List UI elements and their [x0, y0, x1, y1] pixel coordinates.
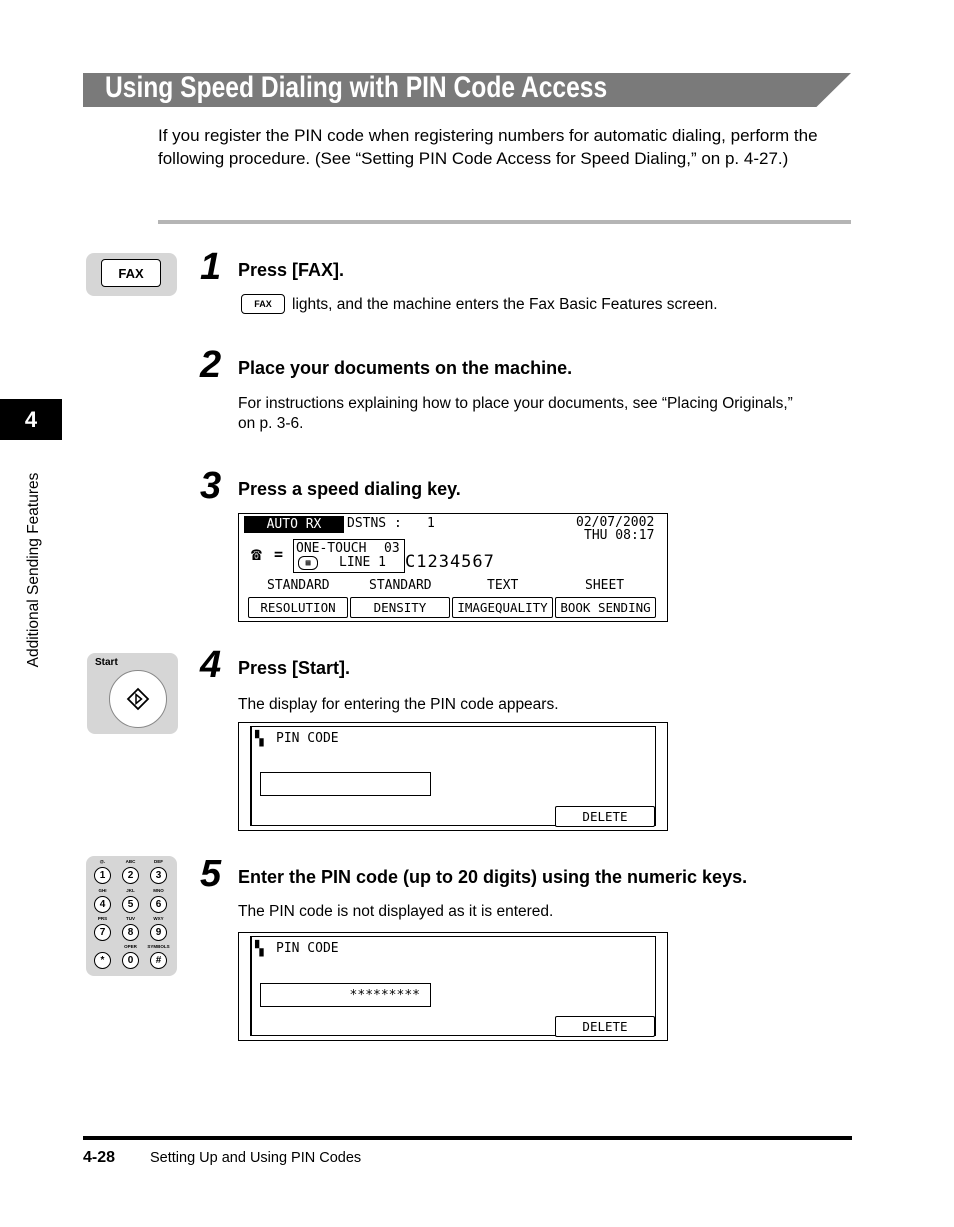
key-star: * [94, 952, 111, 969]
pin-code-input[interactable]: ********* [260, 983, 431, 1007]
one-touch-box [293, 539, 405, 573]
pin-code-label: PIN CODE [276, 941, 339, 956]
lcd-pin-code-screen-empty [238, 722, 668, 831]
delete-button[interactable]: DELETE [555, 1016, 655, 1037]
step-heading: Enter the PIN code (up to 20 digits) using the numeric keys. [238, 867, 748, 887]
step-heading: Press [FAX]. [238, 260, 345, 280]
numeric-keypad: @. ABC DEF 1 2 3 GHI JKL MNO 4 5 6 PRS TUV WXY 7 8 9 OPER SYMBOLS * 0 # [93, 858, 170, 974]
step-body: The display for entering the PIN code appears. [238, 696, 559, 713]
step-number: 2 [200, 344, 222, 386]
mode-indicator: AUTO RX [244, 516, 344, 533]
step-body: For instructions explaining how to place your documents, see “Placing Originals,” on p. 3-6. [238, 395, 793, 432]
start-icon [126, 687, 150, 711]
pin-icon: ▚ [255, 731, 264, 747]
step-number: 1 [200, 246, 222, 288]
step-heading: Place your documents on the machine. [238, 358, 573, 378]
step-number: 3 [200, 465, 222, 507]
key-8: 8 [122, 924, 139, 941]
lcd-date: 02/07/2002 [576, 515, 655, 530]
page-number: 4-28 [83, 1149, 116, 1166]
density-button[interactable]: DENSITY [350, 597, 450, 618]
key-7: 7 [94, 924, 111, 941]
page-title: Using Speed Dialing with PIN Code Access [105, 71, 608, 104]
destination-number: C1234567 [405, 552, 495, 572]
fax-key-inline: FAX [241, 294, 285, 314]
intro-text: If you register the PIN code when registering numbers for automatic dialing, perform the following procedure. (See “Setting PIN Code Access for Speed Dialing,” on p. 4-27.) [158, 126, 818, 168]
key-hash: # [150, 952, 167, 969]
key-5: 5 [122, 896, 139, 913]
step-body: The PIN code is not displayed as it is entered. [238, 903, 554, 920]
one-touch-label: ONE-TOUCH [296, 541, 367, 556]
section-divider [158, 220, 851, 224]
step-heading: Press [Start]. [238, 658, 351, 678]
pin-code-input[interactable] [260, 772, 431, 796]
lcd-fax-basic-screen: AUTO RX DSTNS : 1 02/07/2002 THU 08:17 ☎ = ONE-TOUCH 03 ▦ LINE 1 C1234567 STANDARD STANDARD TEXT SHEET RESOLUTION DENSITY IMAGEQUALITY BOOK SENDING [238, 513, 668, 622]
step-heading: Press a speed dialing key. [238, 479, 461, 499]
imagequality-button[interactable]: IMAGEQUALITY [452, 597, 553, 618]
dstns-label: DSTNS : [347, 516, 402, 531]
setting-book-sending: SHEET [585, 578, 625, 593]
step-number: 5 [200, 853, 222, 895]
line-label: LINE 1 [339, 555, 386, 570]
key-3: 3 [150, 867, 167, 884]
phone-icon: ☎ [251, 544, 262, 565]
footer-rule [83, 1136, 852, 1140]
key-6: 6 [150, 896, 167, 913]
one-touch-number: 03 [384, 541, 400, 556]
fax-key: FAX [101, 259, 161, 287]
resolution-button[interactable]: RESOLUTION [248, 597, 348, 618]
delete-button[interactable]: DELETE [555, 806, 655, 827]
chapter-tab: 4 [0, 399, 62, 440]
setting-imagequality: TEXT [487, 578, 519, 593]
footer-section: Setting Up and Using PIN Codes [150, 1150, 362, 1166]
setting-density: STANDARD [369, 578, 432, 593]
section-tab-label: Additional Sending Features [25, 472, 42, 668]
book-sending-button[interactable]: BOOK SENDING [555, 597, 656, 618]
key-0: 0 [122, 952, 139, 969]
numeric-keypad-illustration [86, 856, 177, 976]
start-key-illustration [87, 653, 178, 734]
pin-code-label: PIN CODE [276, 731, 339, 746]
line-icon: ▦ [298, 556, 318, 570]
key-1: 1 [94, 867, 111, 884]
start-key-label: Start [95, 657, 118, 668]
lcd-time: THU 08:17 [584, 528, 655, 543]
start-key [109, 670, 167, 728]
step-body: lights, and the machine enters the Fax Basic Features screen. [292, 296, 718, 313]
setting-resolution: STANDARD [267, 578, 330, 593]
key-4: 4 [94, 896, 111, 913]
key-2: 2 [122, 867, 139, 884]
key-9: 9 [150, 924, 167, 941]
fax-key-illustration [86, 253, 177, 296]
step-number: 4 [200, 644, 222, 686]
lcd-pin-code-screen-filled [238, 932, 668, 1041]
dstns-value: 1 [427, 516, 435, 531]
section-tab [20, 450, 48, 690]
pin-icon: ▚ [255, 941, 264, 957]
